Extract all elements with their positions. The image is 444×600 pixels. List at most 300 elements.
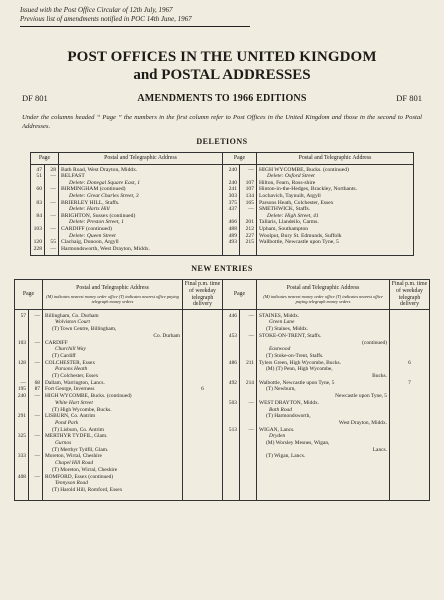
issued-line: Issued with the Post Office Circular of 12th July, 1967 (20, 6, 173, 14)
office-page: 84 (31, 213, 45, 220)
address-page (29, 460, 43, 467)
amendments-heading: AMENDMENTS TO 1966 EDITIONS (137, 93, 307, 104)
address-page (240, 453, 257, 460)
entry-address: Churchill Way (43, 346, 183, 353)
entry-address: (M) (T) Penn, High Wycombe, (257, 366, 390, 373)
address-page: — (45, 186, 59, 193)
page-subtitle: and POSTAL ADDRESSES (133, 67, 311, 83)
entry-address: (continued) (257, 340, 390, 347)
office-page (223, 407, 240, 414)
office-page: 333 (15, 453, 29, 460)
new-entry-row (15, 353, 430, 360)
office-page (223, 386, 240, 393)
address-page: 87 (29, 386, 43, 393)
entry-address: (T) Cardiff (43, 353, 183, 360)
new-entry-row (15, 340, 430, 347)
deletion-address: Upham, Southampton (257, 226, 414, 233)
address-page (29, 353, 43, 360)
address-page (29, 467, 43, 474)
address-page: — (29, 433, 43, 440)
address-page (29, 366, 43, 373)
office-page: 128 (15, 360, 29, 367)
address-page: — (240, 400, 257, 407)
entry-address: HIGH WYCOMBE, Bucks. (continued) (43, 393, 183, 400)
final-time (390, 427, 430, 434)
address-page (240, 246, 257, 256)
entry-address: Pond Park (43, 420, 183, 427)
office-page (223, 366, 240, 373)
final-time (183, 447, 223, 454)
address-page: — (29, 453, 43, 460)
final-time (390, 326, 430, 333)
office-page: 437 (223, 206, 240, 213)
address-page: — (29, 309, 43, 319)
entry-address: STOKE-ON-TRENT, Staffs. (257, 333, 390, 340)
new-entry-row (15, 440, 430, 447)
deletion-address: Delete: Oxford Street (257, 173, 414, 180)
final-time (390, 467, 430, 474)
address-page: — (29, 413, 43, 420)
final-time (390, 373, 430, 380)
address-page: 201 (240, 219, 257, 226)
address-page (240, 474, 257, 481)
deletion-row (31, 226, 414, 233)
address-page (240, 467, 257, 474)
address-page (240, 386, 257, 393)
new-entry-row (15, 474, 430, 481)
address-page (29, 440, 43, 447)
address-page: — (45, 213, 59, 220)
office-page: 57 (15, 309, 29, 319)
entry-address: Gurnos (43, 440, 183, 447)
office-page (223, 413, 240, 420)
final-time (390, 460, 430, 467)
entry-address: (T) Town Centre, Billingham, (43, 326, 183, 333)
office-page (223, 340, 240, 347)
office-page (15, 346, 29, 353)
entry-address: (T) Merthyr Tydfil, Glam. (43, 447, 183, 454)
new-entry-row (15, 346, 430, 353)
office-page: 83 (31, 200, 45, 207)
entry-address: Fort George, Inverness (43, 386, 183, 393)
address-page (29, 420, 43, 427)
office-page: 228 (31, 246, 45, 256)
address-page: — (240, 309, 257, 319)
address-page: 55 (45, 239, 59, 246)
address-page (29, 407, 43, 414)
address-page: — (29, 340, 43, 347)
address-page (240, 173, 257, 180)
entry-address: Co. Durham (43, 333, 183, 340)
final-time (390, 340, 430, 347)
address-page: — (240, 427, 257, 434)
office-page: 291 (15, 413, 29, 420)
address-page: — (240, 164, 257, 173)
new-col-final-time-2: Final p.m. time of weekday telegraph delivery (390, 280, 430, 309)
office-page: 60 (31, 186, 45, 193)
entry-address: Bath Road (257, 407, 390, 414)
final-time (183, 433, 223, 440)
office-page (223, 460, 240, 467)
entry-address: Green Lane (257, 319, 390, 326)
office-page (223, 474, 240, 481)
office-page (31, 219, 45, 226)
header-rule (20, 26, 250, 27)
address-page (45, 219, 59, 226)
amendments-row (22, 93, 422, 104)
final-time (390, 393, 430, 400)
office-page: 493 (223, 239, 240, 246)
deletion-address: CARDIFF (continued) (59, 226, 223, 233)
office-page: 489 (223, 233, 240, 240)
office-page (15, 467, 29, 474)
office-page (15, 373, 29, 380)
entry-address: Lancs. (257, 447, 390, 454)
address-page (240, 326, 257, 333)
address-page: — (240, 333, 257, 340)
final-time (183, 360, 223, 367)
entry-address: (T) Lisburn, Co. Antrim (43, 427, 183, 434)
entry-address: (T) Harmondsworth, (257, 413, 390, 420)
address-page (45, 180, 59, 187)
final-time (390, 333, 430, 340)
final-time (390, 413, 430, 420)
address-page: 212 (240, 226, 257, 233)
previous-amendments-line: Previous list of amendments notified in POC 14th June, 1967 (20, 15, 192, 23)
entry-address: (M) Worsley Mesnes, Wigan, (257, 440, 390, 447)
deletion-row (31, 206, 414, 213)
new-entry-row (15, 420, 430, 427)
new-entry-row (15, 407, 430, 414)
deletion-address: SMETHWICK, Staffs. (257, 206, 414, 213)
entry-address (257, 474, 390, 481)
deletion-address: BELFAST (59, 173, 223, 180)
new-entry-row (15, 480, 430, 487)
address-page (45, 233, 59, 240)
address-page: 214 (240, 380, 257, 387)
office-page (31, 180, 45, 187)
address-page (29, 333, 43, 340)
address-page: 211 (240, 360, 257, 367)
office-page (15, 440, 29, 447)
final-time (390, 447, 430, 454)
deletion-row (31, 164, 414, 173)
office-page: — (15, 380, 29, 387)
office-page: 408 (15, 474, 29, 481)
deletions-col-address: Postal and Telegraphic Address (59, 153, 223, 165)
entry-address: West Drayton, Middx. (257, 420, 390, 427)
office-page: 240 (15, 393, 29, 400)
new-col-page-2: Page (223, 280, 257, 309)
address-page (29, 487, 43, 500)
office-page: 120 (31, 239, 45, 246)
deletion-address: Hilton, Fearn, Ross-shire (257, 180, 414, 187)
new-entry-row (15, 380, 430, 387)
new-entry-row (15, 467, 430, 474)
final-time (183, 413, 223, 420)
deletions-heading: DELETIONS (196, 137, 248, 146)
office-page (223, 433, 240, 440)
entry-address: (T) Wigan, Lancs. (257, 453, 390, 460)
office-page (223, 487, 240, 500)
address-page (240, 413, 257, 420)
final-time (183, 309, 223, 319)
deletion-row (31, 186, 414, 193)
final-time (390, 353, 430, 360)
deletion-address: Delete: Harts Hill (59, 206, 223, 213)
new-col-page: Page (15, 280, 43, 309)
new-entry-row (15, 433, 430, 440)
deletions-col-page-2: Page (223, 153, 257, 165)
final-time (183, 480, 223, 487)
office-page (15, 480, 29, 487)
office-page (223, 467, 240, 474)
address-page (240, 213, 257, 220)
address-page: 215 (240, 239, 257, 246)
new-entry-row (15, 393, 430, 400)
new-entries-heading: NEW ENTRIES (191, 264, 253, 274)
address-page (29, 326, 43, 333)
office-page (15, 353, 29, 360)
address-page (240, 340, 257, 347)
entry-address: (T) Staines, Middx. (257, 326, 390, 333)
office-page (15, 407, 29, 414)
entry-address: ROMFORD, Essex (continued) (43, 474, 183, 481)
address-page (240, 480, 257, 487)
entry-address: Newcastle upon Tyne, 5 (257, 393, 390, 400)
address-page: — (29, 393, 43, 400)
final-time (390, 433, 430, 440)
office-page (15, 447, 29, 454)
office-page (223, 393, 240, 400)
final-time (390, 319, 430, 326)
deletion-address: Hinton-in-the-Hedges, Brackley, Northants. (257, 186, 414, 193)
new-entry-row (15, 373, 430, 380)
office-page (223, 246, 240, 256)
address-page: — (45, 246, 59, 256)
new-entry-row (15, 427, 430, 434)
office-page: 240 (223, 180, 240, 187)
deletion-address: Bath Road, West Drayton, Middx. (59, 164, 223, 173)
office-page (31, 233, 45, 240)
address-page: 107 (240, 180, 257, 187)
address-page: — (45, 226, 59, 233)
entry-address (257, 480, 390, 487)
deletion-address: Lochavich, Taynuilt, Argyll (257, 193, 414, 200)
office-page: 240 (223, 164, 240, 173)
final-time (390, 366, 430, 373)
final-time (390, 453, 430, 460)
final-time (183, 393, 223, 400)
deletion-row (31, 213, 414, 220)
office-page: 466 (223, 219, 240, 226)
address-page (29, 447, 43, 454)
office-page (223, 373, 240, 380)
address-page (29, 319, 43, 326)
final-time (183, 326, 223, 333)
new-entry-row (15, 326, 430, 333)
entry-address: Billingham, Co. Durham (43, 309, 183, 319)
new-entry-row (15, 413, 430, 420)
deletion-address: HIGH WYCOMBE, Bucks. (continued) (257, 164, 414, 173)
entry-address (257, 467, 390, 474)
office-page: 303 (223, 193, 240, 200)
entry-address: Eastwood (257, 346, 390, 353)
office-page (223, 453, 240, 460)
final-time (183, 407, 223, 414)
deletion-address: Woolput, Bury St. Edmunds, Suffolk (257, 233, 414, 240)
office-page (15, 366, 29, 373)
office-page (31, 193, 45, 200)
final-time (183, 427, 223, 434)
office-page: 325 (15, 433, 29, 440)
office-page (223, 480, 240, 487)
final-time (183, 400, 223, 407)
entry-address (257, 460, 390, 467)
deletions-col-address-2: Postal and Telegraphic Address (257, 153, 414, 165)
new-col-address: Postal and Telegraphic Address (M) indicates nearest money order office (T) indicates nearest office paying telegraph money orders (43, 280, 183, 309)
office-page (15, 460, 29, 467)
office-page: 488 (223, 226, 240, 233)
address-page: 68 (29, 380, 43, 387)
office-page (223, 319, 240, 326)
entry-address: (T) Newburn, (257, 386, 390, 393)
new-col-final-time: Final p.m. time of weekday telegraph delivery (183, 280, 223, 309)
address-page (29, 480, 43, 487)
address-page: 107 (240, 186, 257, 193)
df-code-right: DF 801 (396, 93, 422, 103)
address-page (240, 319, 257, 326)
new-entry-row (15, 309, 430, 319)
office-page (223, 353, 240, 360)
office-page (15, 427, 29, 434)
office-page (223, 213, 240, 220)
entry-address: (T) Colchester, Essex (43, 373, 183, 380)
office-page: 51 (31, 173, 45, 180)
entry-address: CARDIFF (43, 340, 183, 347)
final-time: 6 (390, 360, 430, 367)
office-page: 492 (223, 380, 240, 387)
address-page (240, 373, 257, 380)
new-entry-row (15, 487, 430, 500)
final-time (183, 487, 223, 500)
final-time (390, 480, 430, 487)
entry-address: WIGAN, Lancs. (257, 427, 390, 434)
deletion-row (31, 246, 414, 256)
new-entries-table (14, 279, 430, 500)
entry-address: Tylers Green, High Wycombe, Bucks. (257, 360, 390, 367)
entry-address: (T) High Wycombe, Bucks. (43, 407, 183, 414)
deletion-address: Delete: Great Charles Street, 3 (59, 193, 223, 200)
deletion-address: Delete: Queen Street (59, 233, 223, 240)
address-page (29, 400, 43, 407)
address-page (240, 460, 257, 467)
address-page (45, 193, 59, 200)
final-time (183, 467, 223, 474)
final-time (183, 353, 223, 360)
office-page (223, 173, 240, 180)
office-page (223, 440, 240, 447)
deletion-address: Delete: Preston Street, 1 (59, 219, 223, 226)
entry-address: Parsons Heath (43, 366, 183, 373)
address-page (29, 346, 43, 353)
deletion-address: Clachaig, Dunoon, Argyll (59, 239, 223, 246)
deletion-row (31, 233, 414, 240)
office-page: 503 (223, 400, 240, 407)
final-time (390, 400, 430, 407)
address-page (29, 373, 43, 380)
new-entry-row (15, 447, 430, 454)
final-time (183, 373, 223, 380)
entry-address: Bucks. (257, 373, 390, 380)
entry-address: COLCHESTER, Essex (43, 360, 183, 367)
final-time (183, 474, 223, 481)
final-time (390, 474, 430, 481)
address-page (240, 393, 257, 400)
deletion-address: Delete: Donegal Square East, 1 (59, 180, 223, 187)
final-time (183, 440, 223, 447)
deletion-row (31, 193, 414, 200)
address-page (240, 433, 257, 440)
entry-address: WEST DRAYTON, Middx. (257, 400, 390, 407)
address-page: 28 (45, 164, 59, 173)
deletion-row (31, 219, 414, 226)
office-page (223, 326, 240, 333)
address-page: — (29, 360, 43, 367)
final-time (183, 319, 223, 326)
deletion-address: Harmondsworth, West Drayton, Middx. (59, 246, 223, 256)
office-page (15, 333, 29, 340)
office-page: 486 (223, 360, 240, 367)
page-title: POST OFFICES IN THE UNITED KINGDOM (67, 49, 377, 65)
deletions-table (30, 152, 414, 256)
entry-address: Tennyson Road (43, 480, 183, 487)
deletion-address: Wallbottle, Newcastle upon Tyne, 5 (257, 239, 414, 246)
final-time (390, 440, 430, 447)
office-page: 453 (223, 333, 240, 340)
final-time (183, 366, 223, 373)
address-page (240, 353, 257, 360)
final-time (390, 309, 430, 319)
office-page (15, 420, 29, 427)
deletion-address: BRIERLEY HILL, Staffs. (59, 200, 223, 207)
deletion-address: Parsons Heath, Colchester, Essex (257, 200, 414, 207)
address-page: — (45, 173, 59, 180)
office-page: 47 (31, 164, 45, 173)
deletion-address: Delete: High Street, 41 (257, 213, 414, 220)
entry-address: Dryden (257, 433, 390, 440)
entry-address: (T) Moreton, Wirral, Cheshire (43, 467, 183, 474)
office-page (31, 206, 45, 213)
final-time (390, 420, 430, 427)
new-entry-row (15, 400, 430, 407)
address-page (29, 427, 43, 434)
address-page: 227 (240, 233, 257, 240)
address-page (240, 407, 257, 414)
address-page (45, 206, 59, 213)
intro-text: Under the columns headed “ Page ” the numbers in the first column refer to Post Offices in the United Kingdom and those in the second to Postal Addresses. (22, 114, 422, 130)
entry-address: (T) Stoke-on-Trent, Staffs. (257, 353, 390, 360)
entry-address: STAINES, Middx. (257, 309, 390, 319)
office-page (15, 326, 29, 333)
deletion-address: Tallaris, Llandeilo, Carms. (257, 219, 414, 226)
office-page: 446 (223, 309, 240, 319)
address-page: — (45, 200, 59, 207)
entry-address: MERTHYR TYDFIL, Glam. (43, 433, 183, 440)
office-page: 103 (15, 340, 29, 347)
address-page (240, 440, 257, 447)
entry-address: Chapel Hill Road (43, 460, 183, 467)
